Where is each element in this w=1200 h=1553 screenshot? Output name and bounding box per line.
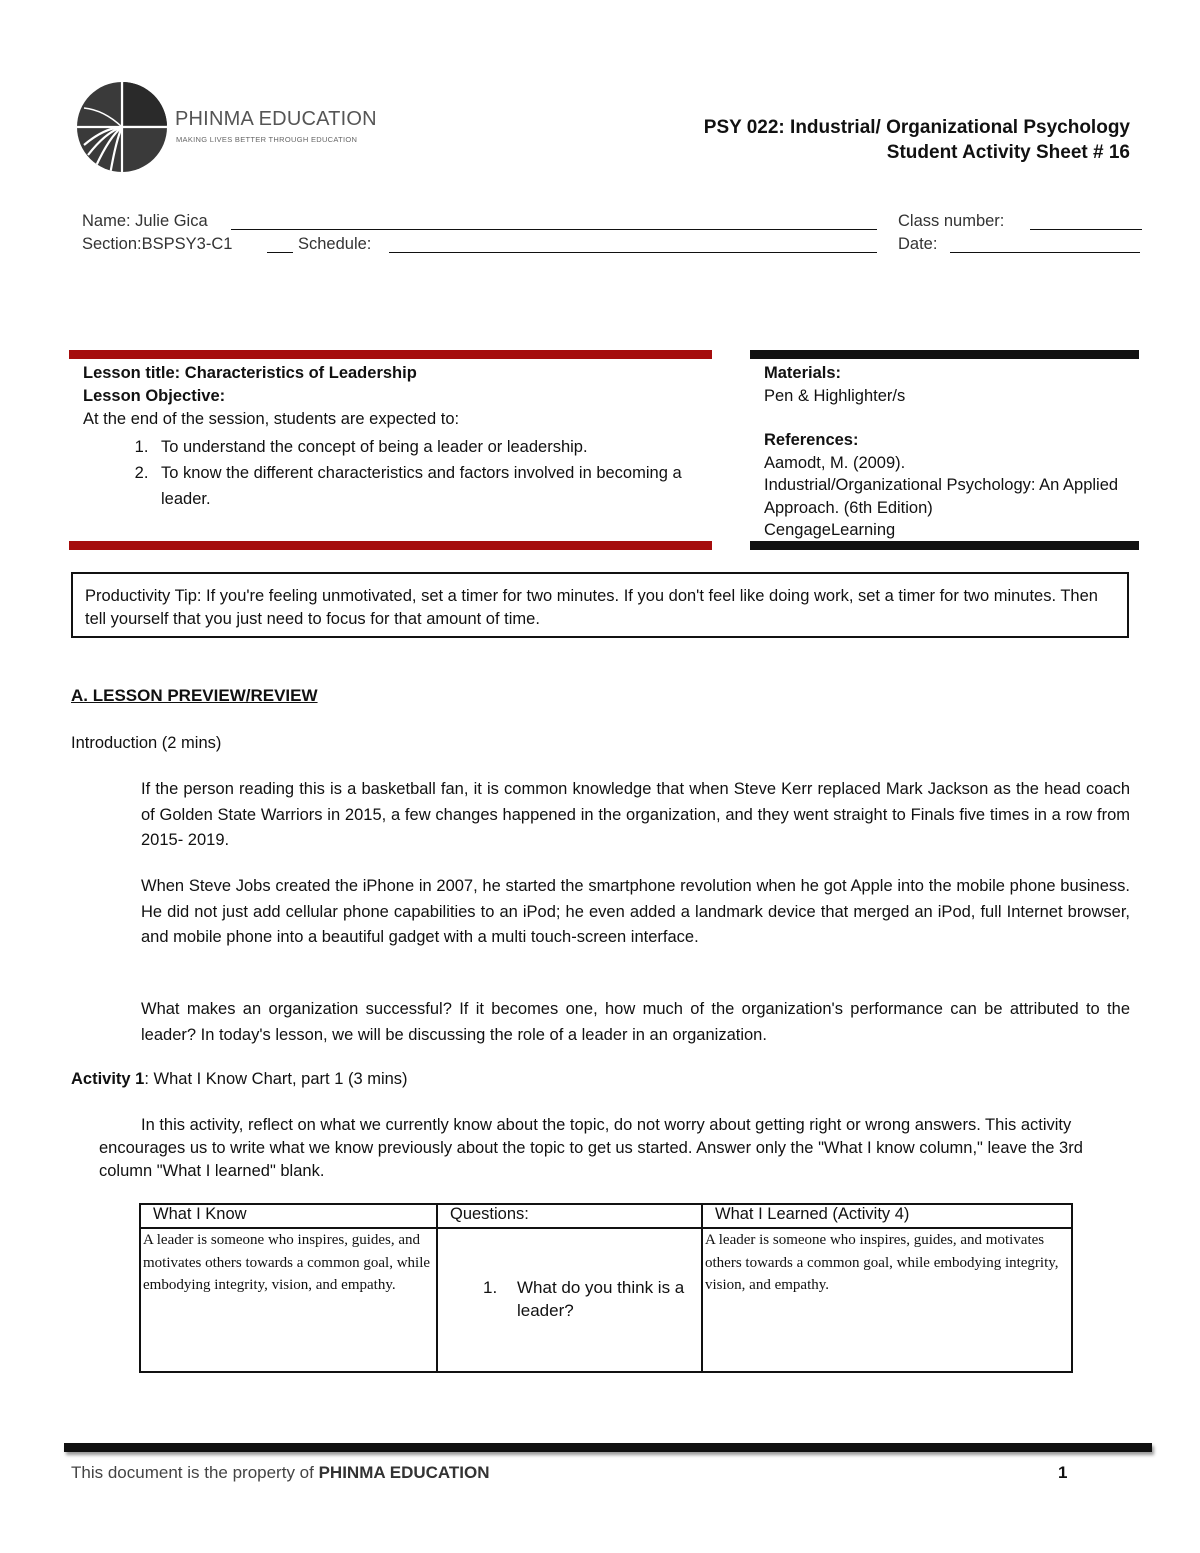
what-i-know-cell[interactable]: A leader is someone who inspires, guides, and motivates others towards a common goal, while embodying integrity, vision, and empathy. bbox=[140, 1228, 437, 1372]
lesson-title: Lesson title: Characteristics of Leadership bbox=[83, 364, 417, 382]
footer-bar bbox=[64, 1443, 1152, 1452]
reference-line: Industrial/Organizational Psychology: An Applied Approach. (6th Edition) bbox=[764, 476, 1119, 517]
question-cell bbox=[437, 1228, 702, 1372]
what-i-learned-cell[interactable]: A leader is someone who inspires, guides, and motivates others towards a common goal, while embodying integrity, vision, and empathy. bbox=[702, 1228, 1072, 1372]
brand-tagline: MAKING LIVES BETTER THROUGH EDUCATION bbox=[176, 135, 358, 144]
footer-text: This document is the property of PHINMA EDUCATION bbox=[71, 1463, 490, 1482]
objective-item: 2. To know the different characteristics and factors involved in becoming a leader. bbox=[153, 460, 703, 512]
intro-paragraph: If the person reading this is a basketball fan, it is common knowledge that when Steve Kerr replaced Mark Jackson as the head coach of Golden State Warriors in 2015, a few changes happened in the organization, and they went straight to Finals five times in a row from 2015- 2019. bbox=[141, 780, 1130, 849]
course-title: PSY 022: Industrial/ Organizational Psychology bbox=[703, 117, 1130, 138]
intro-paragraph: What makes an organization successful? If it becomes one, how much of the organization's performance can be attributed to the leader? In today's lesson, we will be discussing the role of a leader in an organization. bbox=[141, 1000, 1130, 1044]
column-header-questions: Questions: bbox=[437, 1204, 702, 1228]
intro-paragraph: When Steve Jobs created the iPhone in 2007, he started the smartphone revolution when he got Apple into the mobile phone business. He did not just add cellular phone capabilities to an iPod; he even added a landmark device that merged an iPod, full Internet browser, and mobile phone into a beautiful gadget with a multi touch-screen interface. bbox=[141, 877, 1130, 946]
column-header-what-i-know: What I Know bbox=[140, 1204, 437, 1228]
introduction-label: Introduction (2 mins) bbox=[71, 734, 222, 752]
materials-panel bbox=[764, 362, 1134, 542]
activity-1-label: Activity 1: What I Know Chart, part 1 (3 mins) bbox=[71, 1070, 408, 1088]
objective-list bbox=[83, 434, 703, 512]
lesson-bottom-bar bbox=[69, 541, 712, 550]
activity-1-instructions: In this activity, reflect on what we currently know about the topic, do not worry about getting right or wrong answers. This activity encourages us to write what we know previously about the topic to get us started. Answer only the "What I know column," leave the 3rd column "What I learned" blank. bbox=[99, 1116, 1083, 1180]
table-row bbox=[140, 1228, 1072, 1372]
lesson-panel bbox=[83, 362, 703, 512]
materials-top-bar bbox=[750, 350, 1139, 359]
question-number: 1. bbox=[483, 1278, 498, 1297]
column-header-what-i-learned: What I Learned (Activity 4) bbox=[702, 1204, 1072, 1228]
sheet-title: Student Activity Sheet # 16 bbox=[886, 142, 1130, 163]
name-line[interactable] bbox=[231, 229, 877, 230]
objective-item: 1. To understand the concept of being a leader or leadership. bbox=[153, 434, 703, 460]
productivity-tip: Productivity Tip: If you're feeling unmotivated, set a timer for two minutes. If you don't feel like doing work, set a timer for two minutes. Then tell yourself that you just need to focus for that amount of time. bbox=[71, 572, 1129, 638]
reference-line: Aamodt, M. (2009). bbox=[764, 453, 906, 472]
section-a-heading: A. LESSON PREVIEW/REVIEW bbox=[71, 686, 318, 705]
section-line[interactable] bbox=[267, 252, 293, 253]
lesson-objective-label: Lesson Objective: bbox=[83, 387, 226, 405]
reference-line: CengageLearning bbox=[764, 521, 896, 539]
table-header-row bbox=[140, 1204, 1072, 1228]
class-number-line[interactable] bbox=[1030, 229, 1142, 230]
lesson-top-bar bbox=[69, 350, 712, 359]
phinma-emblem-icon bbox=[74, 80, 174, 175]
schedule-line[interactable] bbox=[389, 252, 877, 253]
date-label: Date: bbox=[898, 235, 938, 253]
materials-bottom-bar bbox=[750, 541, 1139, 550]
materials-label: Materials: bbox=[764, 364, 842, 382]
class-number-label: Class number: bbox=[898, 212, 1005, 230]
kwl-table bbox=[139, 1203, 1073, 1373]
question-text: What do you think is a leader? bbox=[517, 1278, 685, 1320]
section-label: Section:BSPSY3-C1 bbox=[82, 235, 233, 253]
materials-items: Pen & Highlighter/s bbox=[764, 386, 906, 405]
schedule-label: Schedule: bbox=[298, 235, 372, 253]
brand-name: PHINMA EDUCATION bbox=[175, 108, 377, 130]
references-label: References: bbox=[764, 431, 859, 449]
page-number: 1 bbox=[1058, 1463, 1068, 1482]
date-line[interactable] bbox=[950, 252, 1140, 253]
lesson-intro: At the end of the session, students are expected to: bbox=[83, 410, 460, 428]
name-label: Name: Julie Gica bbox=[82, 212, 208, 230]
